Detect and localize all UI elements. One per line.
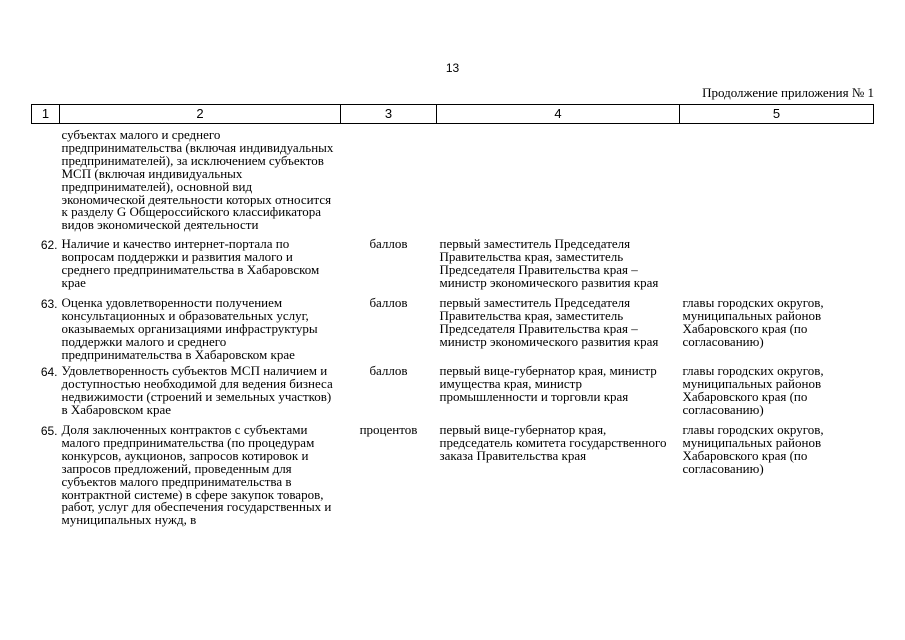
co-executors: главы городских округов, муниципальных районов Хабаровского края (по согласованию) bbox=[682, 422, 824, 476]
unit-of-measure: процентов bbox=[359, 422, 418, 438]
co-executors bbox=[680, 238, 874, 297]
row-number: 62. bbox=[40, 238, 58, 253]
unit-of-measure: баллов bbox=[369, 363, 408, 379]
table-row bbox=[32, 297, 874, 366]
co-executors: главы городских округов, муниципальных районов Хабаровского края (по согласованию) bbox=[682, 363, 824, 418]
responsible-official: первый вице-губернатор края, председатель комитета государственного заказа Правительства края bbox=[439, 422, 667, 463]
indicator-name: субъектах малого и среднего предпринимательства (включая индивидуальных предпринимателей), за исключением субъектов МСП (включая индивидуальных предпринимателей), основной вид экономической деятельности которых относится к разделу G Общероссийского классификатора видов экономической деятельности bbox=[61, 127, 334, 233]
column-number-2: 2 bbox=[60, 105, 341, 124]
responsible-official: первый заместитель Председателя Правительства края, заместитель Председателя Правительства края – министр экономического развития края bbox=[439, 294, 659, 349]
responsible-official bbox=[437, 124, 680, 239]
table-row bbox=[32, 365, 874, 424]
indicator-name: Доля заключенных контрактов с субъектами малого предпринимательства (по процедурам конкурсов, аукционов, запросов котировок и запросов предложений, проведенным для субъектов малого предпринимательства в контрактной системе) в сфере закупок товаров, работ, услуг для обеспечения государственных и муниципальных нужд, в bbox=[61, 422, 332, 528]
column-number-5: 5 bbox=[680, 105, 874, 124]
unit-of-measure: баллов bbox=[369, 294, 408, 310]
column-number-4: 4 bbox=[437, 105, 680, 124]
table-row bbox=[32, 424, 874, 527]
appendix-continuation-note: Продолжение приложения № 1 bbox=[702, 85, 874, 100]
table-row bbox=[32, 124, 874, 239]
row-number: 63. bbox=[40, 296, 58, 311]
page-number: 13 bbox=[445, 61, 460, 75]
unit-of-measure bbox=[341, 124, 437, 239]
indicator-name: Наличие и качество интернет-портала по вопросам поддержки и развития малого и среднего предпринимательства в Хабаровском крае bbox=[61, 236, 320, 290]
indicator-name: Удовлетворенность субъектов МСП наличием и доступностью необходимой для ведения бизнеса недвижимости (строений и земельных участков) в Хабаровском крае bbox=[61, 363, 333, 418]
indicator-name: Оценка удовлетворенности получением консультационных и образовательных услуг, оказываемых организациями инфраструктуры поддержки малого и среднего предпринимательства в Хабаровском крае bbox=[61, 294, 318, 362]
unit-of-measure: баллов bbox=[369, 236, 408, 252]
indicators-table bbox=[31, 104, 874, 527]
co-executors: главы городских округов, муниципальных районов Хабаровского края (по согласованию) bbox=[682, 294, 824, 349]
responsible-official: первый вице-губернатор края, министр имущества края, министр промышленности и торговли края bbox=[439, 363, 657, 405]
row-number bbox=[32, 124, 60, 239]
column-number-3: 3 bbox=[341, 105, 437, 124]
responsible-official: первый заместитель Председателя Правительства края, заместитель Председателя Правительства края – министр экономического развития края bbox=[439, 236, 659, 290]
co-executors bbox=[680, 124, 874, 239]
column-number-row bbox=[32, 105, 874, 124]
table-row bbox=[32, 238, 874, 297]
column-number-1: 1 bbox=[32, 105, 60, 124]
row-number: 64. bbox=[40, 365, 58, 380]
row-number: 65. bbox=[40, 424, 58, 439]
